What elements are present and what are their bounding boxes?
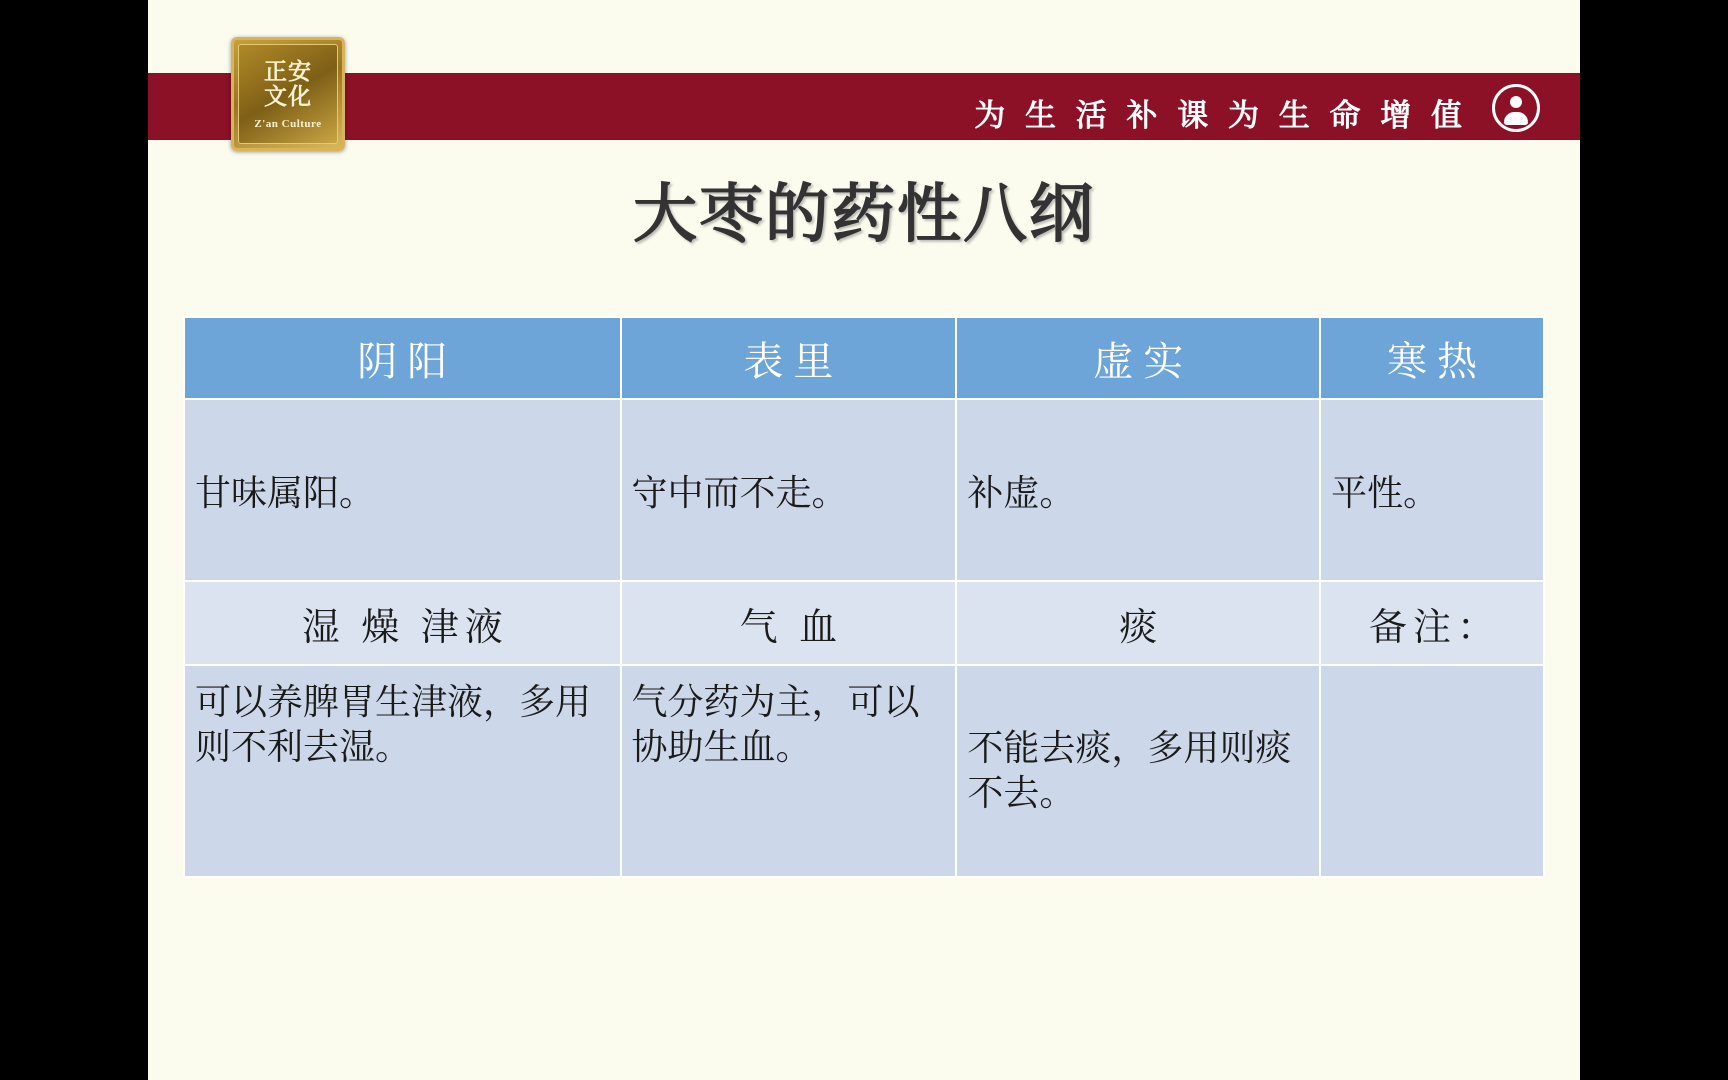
table-cell-qixue-value: 气分药为主，可以协助生血。 — [621, 665, 957, 877]
table-cell-shizaojinye-value: 可以养脾胃生津液，多用则不利去湿。 — [184, 665, 621, 877]
table-cell-beizhu-value — [1320, 665, 1544, 877]
table-header-cell-yinyang: 阴阳 — [184, 317, 621, 399]
table-subheader-cell-beizhu: 备注： — [1320, 581, 1544, 665]
avatar-body-shape — [1504, 112, 1528, 125]
table-row — [184, 317, 1544, 399]
table-row — [184, 399, 1544, 581]
eight-principles-table — [183, 316, 1545, 878]
brand-logo — [231, 37, 345, 151]
table-cell-tan-value: 不能去痰，多用则痰不去。 — [956, 665, 1320, 877]
brand-logo-line2: 文化 — [264, 83, 312, 109]
brand-logo-inner — [238, 44, 338, 144]
table-subheader-cell-tan: 痰 — [956, 581, 1320, 665]
table-row — [184, 581, 1544, 665]
table-header-cell-xushi: 虚实 — [956, 317, 1320, 399]
brand-logo-english: Z'an Culture — [254, 117, 322, 130]
user-avatar-icon[interactable] — [1492, 84, 1540, 132]
table-row — [184, 665, 1544, 877]
table-subheader-cell-shizaojinye: 湿 燥 津液 — [184, 581, 621, 665]
table-cell-yinyang-value: 甘味属阳。 — [184, 399, 621, 581]
table-header-cell-hanre: 寒热 — [1320, 317, 1544, 399]
table-cell-hanre-value: 平性。 — [1320, 399, 1544, 581]
header-slogan: 为 生 活 补 课 为 生 命 增 值 — [974, 98, 1468, 133]
table-cell-xushi-value: 补虚。 — [956, 399, 1320, 581]
page-title: 大枣的药性八纲 — [633, 178, 1095, 250]
brand-logo-line1: 正安 — [264, 58, 312, 84]
avatar-head-shape — [1510, 96, 1522, 108]
slide-canvas — [148, 0, 1580, 1080]
table-cell-biaoli-value: 守中而不走。 — [621, 399, 957, 581]
table-subheader-cell-qixue: 气 血 — [621, 581, 957, 665]
table-header-cell-biaoli: 表里 — [621, 317, 957, 399]
